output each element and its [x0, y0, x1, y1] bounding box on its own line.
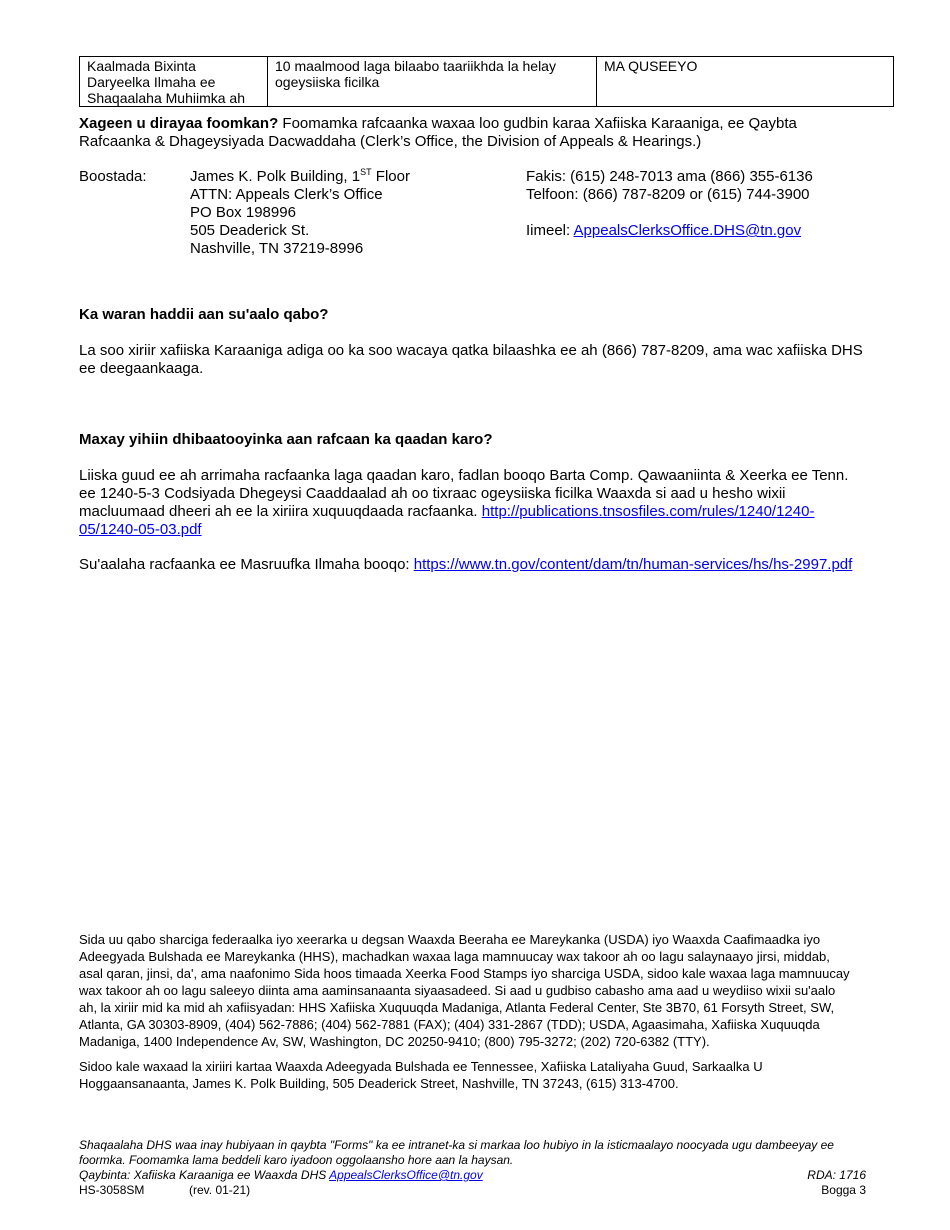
footer-form-row: [79, 1183, 894, 1198]
deadline-line: ogeysiiska ficilka: [275, 74, 380, 90]
table-row: [80, 57, 894, 107]
child-support-paragraph: Su'aalaha racfaanka ee Masruufka Ilmaha booqo: https://www.tn.gov/content/dam/tn/human-services/hs/hs-2997.pdf: [79, 556, 853, 573]
problems-heading: Maxay yihiin dhibaatooyinka aan rafcaan ka qaadan karo?: [79, 431, 493, 448]
address-line: 505 Deaderick St.: [190, 222, 310, 239]
email-line: Iimeel: AppealsClerksOffice.DHS@tn.gov: [526, 222, 802, 239]
applicability-text: MA QUSEEYO: [604, 58, 698, 74]
help-paragraph: La soo xiriir xafiiska Karaaniga adiga oo ka soo wacaya qatka bilaashka ee ah (866) 787-8209, ama wac xafiiska DHS ee deegaankaaga.: [79, 342, 863, 377]
nondiscrimination-statement: Sida uu qabo sharciga federaalka iyo xeerarka u degsan Waaxda Beeraha ee Mareykanka (USDA) iyo Waaxda Caafimaadka iyo Adeegyada Bulshada ee Mareykanka (HHS), machadkan waxaa laga mamnuucay wax takoor ah oo lagu salaynaayo jirsi, middab, asal qaran, jinsi, da', ama naafonimo Sida hoos timaada Xeerka Food Stamps iyo sharciga USDA, sidoo kale waxaa laga mamnuucay wax takoor ah oo lagu saleeyo diinta ama aaminsanaanta siyaasadeed. Si aad u gudbiso cabasho ama aad u weydiiso wixii su'aalo ah, la xiriir mid ka mid ah xafiisyadan: HHS Xafiiska Xuquuqda Madaniga, Atlanta Federal Center, Ste 3B70, 61 Forsyth Street, SW, Atlanta, GA 30303-8909, (404) 562-7886; (404) 562-7881 (FAX); (404) 331-2867 (TDD); USDA, Agaasimaha, Xafiiska Xuquuqda Madaniga, 1400 Independence Av, SW, Washington, DC 20250-9410; (800) 795-3272; (202) 720-6382 (TTY).: [79, 932, 850, 1049]
mailing-address: [190, 168, 410, 258]
address-line: PO Box 198996: [190, 204, 296, 221]
state-contact-statement: Sidoo kale waxaad la xiriiri kartaa Waaxda Adeegyada Bulshada ee Tennessee, Xafiiska Lataliyaha Guud, Sarkaalka U Hoggaansanaanta, James K. Polk Building, 505 Deaderick Street, Nashville, TN 37243, (615) 313-4700.: [79, 1059, 763, 1091]
address-line: Nashville, TN 37219-8996: [190, 240, 364, 257]
submit-text: Foomamka rafcaanka waxaa loo gudbin karaa Xafiiska Karaaniga, ee Qaybta: [278, 115, 797, 132]
problems-paragraph: Liiska guud ee ah arrimaha racfaanka laga qaadan karo, fadlan booqo Barta Comp. Qawaaniinta & Xeerka ee Tenn. ee 1240-5-3 Codsiyada Dhegeysi Caaddaalad ah oo tixraac ogeysiiska ficilka Waaxda si aad u hesho wixii macluumaad dheeri ah ee la xiriira xuquuqdaada racfaanka. http://publications.tnsosfiles.com/rules/1240/1240- 05/1240-05-03.pdf: [79, 467, 849, 538]
submit-heading: Xageen u dirayaa foomkan?: [79, 115, 279, 132]
submit-paragraph: [79, 115, 894, 151]
rda-number: RDA: 1716: [807, 1168, 866, 1182]
form-id: HS-3058SM: [79, 1183, 145, 1197]
submit-text: Rafcaanka & Dhageysiyada Dacwaddaha (Clerk’s Office, the Division of Appeals & Hearings.): [79, 133, 702, 150]
program-cell: [80, 57, 268, 107]
applicability-cell: [597, 57, 894, 107]
footer-email-link[interactable]: AppealsClerksOffice@tn.gov: [329, 1168, 483, 1182]
rules-link-continued[interactable]: 05/1240-05-03.pdf: [79, 521, 202, 538]
page-number: Bogga 3: [821, 1183, 866, 1197]
fax-number: Fakis: (615) 248-7013 ama (866) 355-6136: [526, 168, 813, 185]
program-line: Shaqaalaha Muhiimka ah: [87, 90, 245, 106]
child-support-link[interactable]: https://www.tn.gov/content/dam/tn/human-services/hs/hs-2997.pdf: [413, 556, 853, 573]
revision-date: (rev. 01-21): [189, 1183, 251, 1197]
program-line: Kaalmada Bixinta: [87, 58, 196, 74]
contact-info: [526, 168, 813, 240]
address-line: James K. Polk Building, 1ST Floor: [190, 167, 410, 185]
deadline-table: [79, 56, 894, 107]
deadline-line: 10 maalmood laga bilaabo taariikhda la helay: [275, 58, 556, 74]
footer-owner-row: Qaybinta: Xafiiska Karaaniga ee Waaxda DHS AppealsClerksOffice@tn.gov RDA: 1716: [79, 1168, 866, 1182]
help-heading: Ka waran haddii aan su'aalo qabo?: [79, 306, 329, 323]
email-link[interactable]: AppealsClerksOffice.DHS@tn.gov: [573, 222, 802, 239]
phone-number: Telfoon: (866) 787-8209 or (615) 744-3900: [526, 186, 810, 203]
page-footer: [79, 1138, 894, 1198]
footer-note: foormka. Foomamka lama beddeli karo iyadoon oggolaansho hore aan la haysan.: [79, 1153, 514, 1167]
mail-label: Boostada:: [79, 168, 147, 185]
program-line: Daryeelka Ilmaha ee: [87, 74, 216, 90]
deadline-cell: [268, 57, 597, 107]
address-line: ATTN: Appeals Clerk’s Office: [190, 186, 383, 203]
footer-note: Shaqaalaha DHS waa inay hubiyaan in qaybta "Forms" ka ee intranet-ka si markaa loo hubiyo in la isticmaalayo noocyada ugu dambeeyay ee: [79, 1138, 834, 1152]
rules-link[interactable]: http://publications.tnsosfiles.com/rules/1240/1240-: [481, 503, 815, 520]
